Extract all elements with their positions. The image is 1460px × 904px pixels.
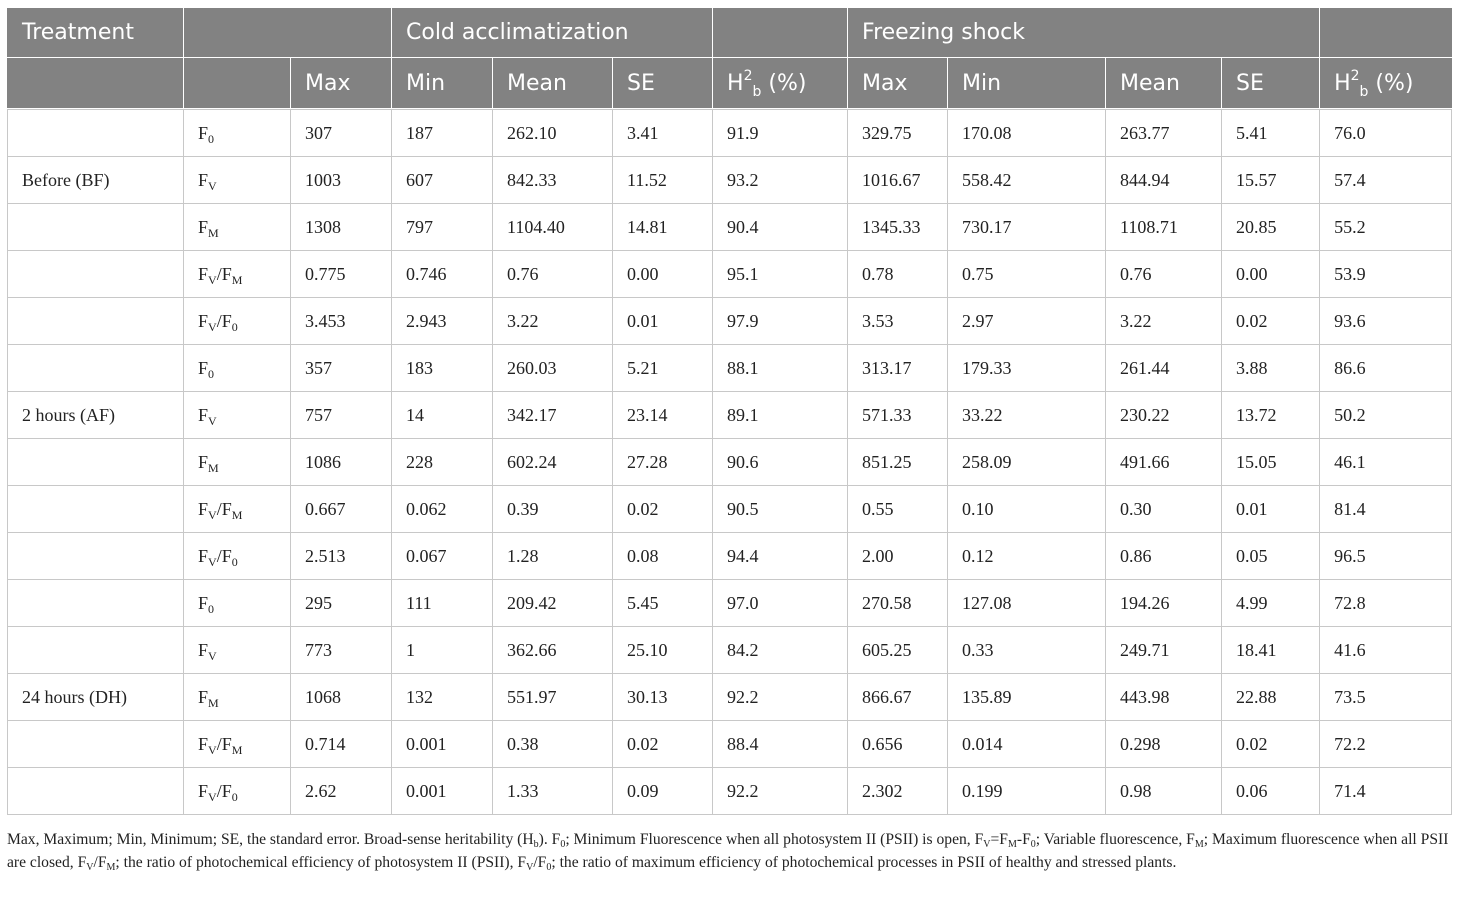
- value-cell: 1016.67: [848, 157, 948, 204]
- value-cell: 92.2: [713, 674, 848, 721]
- value-cell: 797: [392, 204, 493, 251]
- value-cell: 0.746: [392, 251, 493, 298]
- treatment-cell: [8, 298, 184, 345]
- value-cell: 558.42: [948, 157, 1106, 204]
- treatment-cell: [8, 486, 184, 533]
- parameter-cell: $F_V$: [184, 392, 291, 439]
- treatment-cell: [8, 251, 184, 298]
- value-cell: 23.14: [613, 392, 713, 439]
- value-cell: 605.25: [848, 627, 948, 674]
- value-cell: 50.2: [1320, 392, 1452, 439]
- value-cell: 0.12: [948, 533, 1106, 580]
- value-cell: 25.10: [613, 627, 713, 674]
- value-cell: 1086: [291, 439, 392, 486]
- subheader-blank: [8, 58, 184, 109]
- value-cell: 0.39: [493, 486, 613, 533]
- value-cell: 0.76: [1106, 251, 1222, 298]
- value-cell: 1104.40: [493, 204, 613, 251]
- header-blank-2: [713, 8, 848, 58]
- value-cell: 187: [392, 110, 493, 157]
- value-cell: 2.302: [848, 768, 948, 815]
- table-body: [8, 110, 1452, 815]
- value-cell: 0.33: [948, 627, 1106, 674]
- value-cell: 307: [291, 110, 392, 157]
- value-cell: 0.02: [1222, 298, 1320, 345]
- value-cell: 97.0: [713, 580, 848, 627]
- value-cell: 90.5: [713, 486, 848, 533]
- value-cell: 0.78: [848, 251, 948, 298]
- value-cell: 183: [392, 345, 493, 392]
- value-cell: 1108.71: [1106, 204, 1222, 251]
- value-cell: 295: [291, 580, 392, 627]
- value-cell: 30.13: [613, 674, 713, 721]
- parameter-cell: $F_V/F_0$: [184, 768, 291, 815]
- treatment-cell: [8, 110, 184, 157]
- value-cell: 33.22: [948, 392, 1106, 439]
- parameter-cell: $F_M$: [184, 439, 291, 486]
- value-cell: 86.6: [1320, 345, 1452, 392]
- value-cell: 0.001: [392, 721, 493, 768]
- value-cell: 0.30: [1106, 486, 1222, 533]
- value-cell: 5.41: [1222, 110, 1320, 157]
- value-cell: 27.28: [613, 439, 713, 486]
- treatment-cell: [8, 768, 184, 815]
- parameter-cell: $F_V/F_M$: [184, 486, 291, 533]
- table-row: [8, 768, 1452, 815]
- table-container: [7, 8, 1451, 815]
- value-cell: 313.17: [848, 345, 948, 392]
- value-cell: 3.88: [1222, 345, 1320, 392]
- value-cell: 1003: [291, 157, 392, 204]
- parameter-cell: $F_V$: [184, 157, 291, 204]
- value-cell: 757: [291, 392, 392, 439]
- value-cell: 22.88: [1222, 674, 1320, 721]
- parameter-cell: $F_V/F_M$: [184, 251, 291, 298]
- header-blank-3: [1320, 8, 1452, 58]
- value-cell: 3.22: [493, 298, 613, 345]
- value-cell: 0.00: [613, 251, 713, 298]
- value-cell: 0.02: [613, 721, 713, 768]
- value-cell: 90.6: [713, 439, 848, 486]
- header-treatment: Treatment: [8, 8, 184, 58]
- value-cell: 0.014: [948, 721, 1106, 768]
- table-row: [8, 533, 1452, 580]
- table-row: [8, 580, 1452, 627]
- value-cell: 0.86: [1106, 533, 1222, 580]
- subheader-cold-se: SE: [613, 58, 713, 109]
- value-cell: 57.4: [1320, 157, 1452, 204]
- value-cell: 15.57: [1222, 157, 1320, 204]
- value-cell: 72.2: [1320, 721, 1452, 768]
- value-cell: 0.01: [613, 298, 713, 345]
- value-cell: 20.85: [1222, 204, 1320, 251]
- value-cell: 0.76: [493, 251, 613, 298]
- value-cell: 88.1: [713, 345, 848, 392]
- value-cell: 91.9: [713, 110, 848, 157]
- value-cell: 0.01: [1222, 486, 1320, 533]
- value-cell: 443.98: [1106, 674, 1222, 721]
- value-cell: 14.81: [613, 204, 713, 251]
- value-cell: 111: [392, 580, 493, 627]
- value-cell: 179.33: [948, 345, 1106, 392]
- subheader-cold-mean: Mean: [493, 58, 613, 109]
- value-cell: 1345.33: [848, 204, 948, 251]
- value-cell: 2.62: [291, 768, 392, 815]
- value-cell: 96.5: [1320, 533, 1452, 580]
- value-cell: 0.05: [1222, 533, 1320, 580]
- parameter-cell: $F_V/F_0$: [184, 533, 291, 580]
- value-cell: 3.22: [1106, 298, 1222, 345]
- value-cell: 93.6: [1320, 298, 1452, 345]
- subheader-freeze-se: SE: [1222, 58, 1320, 109]
- value-cell: 2.97: [948, 298, 1106, 345]
- parameter-cell: $F_M$: [184, 204, 291, 251]
- value-cell: 94.4: [713, 533, 848, 580]
- value-cell: 551.97: [493, 674, 613, 721]
- value-cell: 851.25: [848, 439, 948, 486]
- parameter-cell: $F_V/F_0$: [184, 298, 291, 345]
- table-row: [8, 251, 1452, 298]
- value-cell: 127.08: [948, 580, 1106, 627]
- value-cell: 0.38: [493, 721, 613, 768]
- value-cell: 0.06: [1222, 768, 1320, 815]
- value-cell: 0.714: [291, 721, 392, 768]
- value-cell: 71.4: [1320, 768, 1452, 815]
- value-cell: 0.75: [948, 251, 1106, 298]
- value-cell: 84.2: [713, 627, 848, 674]
- table-header: [8, 8, 1452, 110]
- value-cell: 329.75: [848, 110, 948, 157]
- table-row: [8, 486, 1452, 533]
- subheader-freeze-max: Max: [848, 58, 948, 109]
- parameter-cell: $F_V/F_M$: [184, 721, 291, 768]
- value-cell: 261.44: [1106, 345, 1222, 392]
- value-cell: 11.52: [613, 157, 713, 204]
- value-cell: 0.02: [613, 486, 713, 533]
- value-cell: 607: [392, 157, 493, 204]
- value-cell: 76.0: [1320, 110, 1452, 157]
- value-cell: 844.94: [1106, 157, 1222, 204]
- subheader-cold-min: Min: [392, 58, 493, 109]
- value-cell: 81.4: [1320, 486, 1452, 533]
- value-cell: 342.17: [493, 392, 613, 439]
- value-cell: 0.199: [948, 768, 1106, 815]
- value-cell: 1.33: [493, 768, 613, 815]
- value-cell: 0.98: [1106, 768, 1222, 815]
- table-row: [8, 674, 1452, 721]
- value-cell: 773: [291, 627, 392, 674]
- parameter-cell: $F_M$: [184, 674, 291, 721]
- subheader-blank-2: [184, 58, 291, 109]
- value-cell: 0.656: [848, 721, 948, 768]
- value-cell: 0.09: [613, 768, 713, 815]
- value-cell: 2.943: [392, 298, 493, 345]
- value-cell: 14: [392, 392, 493, 439]
- parameter-cell: $F_0$: [184, 110, 291, 157]
- value-cell: 0.10: [948, 486, 1106, 533]
- value-cell: 0.667: [291, 486, 392, 533]
- value-cell: 41.6: [1320, 627, 1452, 674]
- value-cell: 602.24: [493, 439, 613, 486]
- value-cell: 357: [291, 345, 392, 392]
- table-row: [8, 204, 1452, 251]
- subheader-freeze-mean: Mean: [1106, 58, 1222, 109]
- value-cell: 95.1: [713, 251, 848, 298]
- value-cell: 5.21: [613, 345, 713, 392]
- treatment-cell: Before (BF): [8, 157, 184, 204]
- table-footnote: Max, Maximum; Min, Minimum; SE, the standard error. Broad-sense heritability $(H_b)$. $F_0$; Minimum Fluorescence when all photosystem II (PSII) is open, $F_V=F_M-F_0$; Variable fluorescence, $F_M$; Maximum fluorescence when all PSII are closed, $F_V/F_M$; the ratio of photochemical efficiency of photosystem II (PSII), $F_V/F_0$; the ratio of maximum efficiency of photochemical processes in PSII of healthy and stressed plants.: [7, 831, 1449, 873]
- treatment-cell: [8, 439, 184, 486]
- value-cell: 3.41: [613, 110, 713, 157]
- treatment-cell: 2 hours (AF): [8, 392, 184, 439]
- value-cell: 1.28: [493, 533, 613, 580]
- value-cell: 2.513: [291, 533, 392, 580]
- value-cell: 491.66: [1106, 439, 1222, 486]
- value-cell: 89.1: [713, 392, 848, 439]
- value-cell: 0.55: [848, 486, 948, 533]
- table-row: [8, 110, 1452, 157]
- value-cell: 88.4: [713, 721, 848, 768]
- value-cell: 170.08: [948, 110, 1106, 157]
- subheader-cold-max: Max: [291, 58, 392, 109]
- value-cell: 13.72: [1222, 392, 1320, 439]
- parameter-cell: $F_V$: [184, 627, 291, 674]
- table-row: [8, 345, 1452, 392]
- value-cell: 5.45: [613, 580, 713, 627]
- value-cell: 209.42: [493, 580, 613, 627]
- parameter-cell: $F_0$: [184, 580, 291, 627]
- value-cell: 0.067: [392, 533, 493, 580]
- header-cold-acclimatization: Cold acclimatization: [392, 8, 713, 58]
- value-cell: 2.00: [848, 533, 948, 580]
- value-cell: 258.09: [948, 439, 1106, 486]
- treatment-cell: 24 hours (DH): [8, 674, 184, 721]
- treatment-cell: [8, 580, 184, 627]
- value-cell: 230.22: [1106, 392, 1222, 439]
- treatment-cell: [8, 204, 184, 251]
- treatment-cell: [8, 721, 184, 768]
- table-row: [8, 627, 1452, 674]
- value-cell: 228: [392, 439, 493, 486]
- table-row: [8, 157, 1452, 204]
- parameter-cell: $F_0$: [184, 345, 291, 392]
- value-cell: 90.4: [713, 204, 848, 251]
- value-cell: 15.05: [1222, 439, 1320, 486]
- table-row: [8, 298, 1452, 345]
- value-cell: 53.9: [1320, 251, 1452, 298]
- value-cell: 263.77: [1106, 110, 1222, 157]
- value-cell: 1: [392, 627, 493, 674]
- value-cell: 0.001: [392, 768, 493, 815]
- subheader-freeze-min: Min: [948, 58, 1106, 109]
- value-cell: 72.8: [1320, 580, 1452, 627]
- treatment-cell: [8, 533, 184, 580]
- value-cell: 1308: [291, 204, 392, 251]
- value-cell: 132: [392, 674, 493, 721]
- value-cell: 0.02: [1222, 721, 1320, 768]
- value-cell: 97.9: [713, 298, 848, 345]
- value-cell: 92.2: [713, 768, 848, 815]
- header-freezing-shock: Freezing shock: [848, 8, 1320, 58]
- data-table: [7, 8, 1452, 815]
- value-cell: 249.71: [1106, 627, 1222, 674]
- value-cell: 842.33: [493, 157, 613, 204]
- value-cell: 260.03: [493, 345, 613, 392]
- value-cell: 46.1: [1320, 439, 1452, 486]
- value-cell: 362.66: [493, 627, 613, 674]
- table-row: [8, 721, 1452, 768]
- value-cell: 866.67: [848, 674, 948, 721]
- value-cell: 4.99: [1222, 580, 1320, 627]
- subheader-cold-heritability: $H^2_b$ (%): [713, 58, 848, 109]
- value-cell: 270.58: [848, 580, 948, 627]
- value-cell: 55.2: [1320, 204, 1452, 251]
- value-cell: 730.17: [948, 204, 1106, 251]
- value-cell: 0.775: [291, 251, 392, 298]
- value-cell: 0.08: [613, 533, 713, 580]
- value-cell: 135.89: [948, 674, 1106, 721]
- treatment-cell: [8, 627, 184, 674]
- value-cell: 0.00: [1222, 251, 1320, 298]
- subheader-freeze-heritability: $H^2_b$ (%): [1320, 58, 1452, 109]
- value-cell: 3.53: [848, 298, 948, 345]
- value-cell: 18.41: [1222, 627, 1320, 674]
- table-row: [8, 439, 1452, 486]
- value-cell: 3.453: [291, 298, 392, 345]
- value-cell: 0.298: [1106, 721, 1222, 768]
- table-row: [8, 392, 1452, 439]
- value-cell: 1068: [291, 674, 392, 721]
- value-cell: 194.26: [1106, 580, 1222, 627]
- treatment-cell: [8, 345, 184, 392]
- value-cell: 262.10: [493, 110, 613, 157]
- value-cell: 0.062: [392, 486, 493, 533]
- value-cell: 571.33: [848, 392, 948, 439]
- header-blank: [184, 8, 392, 58]
- value-cell: 93.2: [713, 157, 848, 204]
- value-cell: 73.5: [1320, 674, 1452, 721]
